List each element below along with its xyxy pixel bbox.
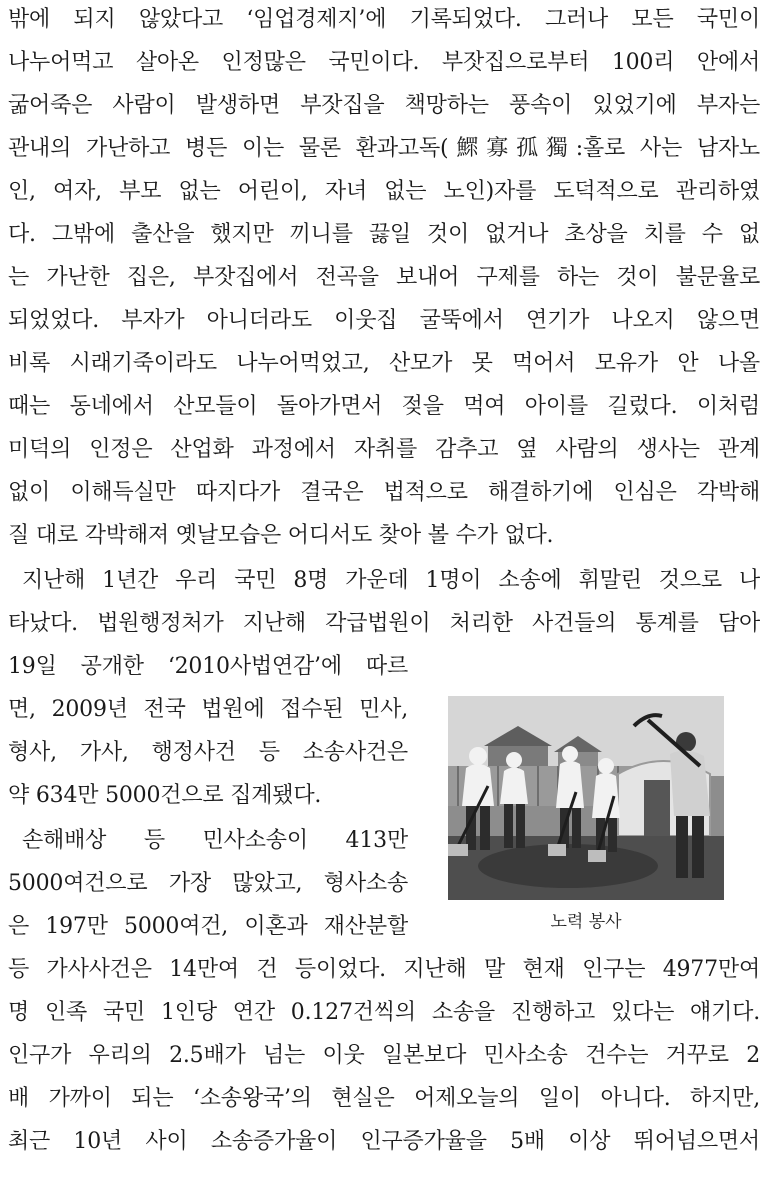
text-line: 형사, 가사, 행정사건 등 소송사건은	[8, 740, 408, 765]
text-line: 나누어먹고 살아온 인정많은 국민이다. 부잣집으로부터 100리 안에서	[8, 50, 760, 75]
text-line: 19일 공개한 ‘2010사법연감’에 따르	[8, 654, 408, 679]
text-line: 최근 10년 사이 소송증가율이 인구증가율을 5배 이상 뛰어넘으면서	[8, 1129, 760, 1154]
text-line: 배 가까이 되는 ‘소송왕국’의 현실은 어제오늘의 일이 아니다. 하지만,	[8, 1086, 760, 1111]
text-line: 밖에 되지 않았다고 ‘임업경제지’에 기록되었다. 그러나 모든 국민이	[8, 7, 760, 32]
text-line: 5000여건으로 가장 많았고, 형사소송	[8, 871, 408, 896]
text-line: 명 인족 국민 1인당 연간 0.127건씩의 소송을 진행하고 있다는 얘기다.	[8, 1000, 760, 1025]
text-line: 등 가사사건은 14만여 건 등이었다. 지난해 말 현재 인구는 4977만여	[8, 957, 760, 982]
text-line: 지난해 1년간 우리 국민 8명 가운데 1명이 소송에 휘말린 것으로 나	[22, 568, 760, 593]
text-line: 때는 동네에서 산모들이 돌아가면서 젖을 먹여 아이를 길렀다. 이처럼	[8, 394, 760, 419]
text-line: 없이 이해득실만 따지다가 결국은 법적으로 해결하기에 인심은 각박해	[8, 480, 760, 505]
text-line: 타났다. 법원행정처가 지난해 각급법원이 처리한 사건들의 통계를 담아	[8, 611, 760, 636]
text-line: 인구가 우리의 2.5배가 넘는 이웃 일본보다 민사소송 건수는 거꾸로 2	[8, 1043, 760, 1068]
volunteer-photo	[448, 696, 724, 900]
photo-illustration	[448, 696, 724, 900]
text-line: 은 197만 5000여건, 이혼과 재산분할	[8, 914, 408, 939]
text-line: 관내의 가난하고 병든 이는 물론 환과고독(鰥寡孤獨:홀로 사는 남자노	[8, 136, 760, 161]
text-line: 다. 그밖에 출산을 했지만 끼니를 끓일 것이 없거나 초상을 치를 수 없	[8, 222, 760, 247]
text-line: 면, 2009년 전국 법원에 접수된 민사,	[8, 697, 408, 722]
text-line: 인, 여자, 부모 없는 어린이, 자녀 없는 노인)자를 도덕적으로 관리하였	[8, 179, 760, 204]
text-line: 비록 시래기죽이라도 나누어먹었고, 산모가 못 먹어서 모유가 안 나올	[8, 351, 760, 376]
text-line: 손해배상 등 민사소송이 413만	[22, 828, 408, 853]
text-line: 는 가난한 집은, 부잣집에서 전곡을 보내어 구제를 하는 것이 불문율로	[8, 265, 760, 290]
photo-caption: 노력 봉사	[550, 912, 622, 932]
text-line: 굶어죽은 사람이 발생하면 부잣집을 책망하는 풍속이 있었기에 부자는	[8, 93, 760, 118]
text-line: 질 대로 각박해져 옛날모습은 어디서도 찾아 볼 수가 없다.	[8, 523, 554, 548]
text-line: 되었었다. 부자가 아니더라도 이웃집 굴뚝에서 연기가 나오지 않으면	[8, 308, 760, 333]
text-line: 약 634만 5000건으로 집계됐다.	[8, 783, 322, 808]
text-line: 미덕의 인정은 산업화 과정에서 자취를 감추고 옆 사람의 생사는 관계	[8, 437, 760, 462]
